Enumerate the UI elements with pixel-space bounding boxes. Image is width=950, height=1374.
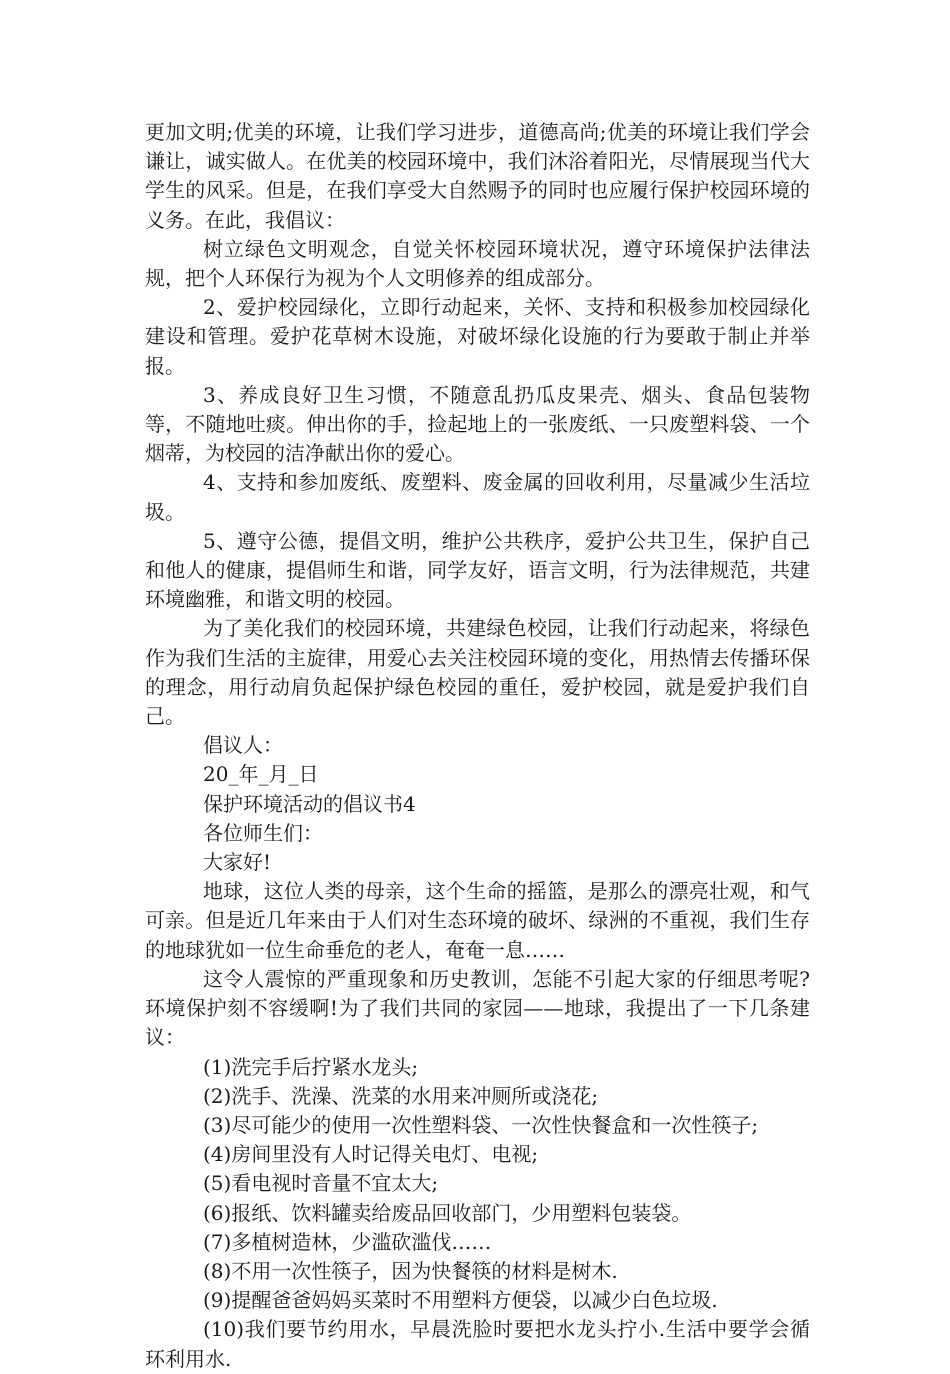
paragraph: 大家好! (203, 850, 272, 875)
paragraph: (10)我们要节约用水，早晨洗脸时要把水龙头拧小.生活中要学会循环利用水. (145, 1317, 810, 1371)
paragraph: (3)尽可能少的使用一次性塑料袋、一次性快餐盒和一次性筷子; (203, 1112, 759, 1137)
paragraph: (5)看电视时音量不宜太大; (203, 1171, 439, 1196)
paragraph: 保护环境活动的倡议书4 (203, 791, 416, 816)
paragraph: (7)多植树造林，少滥砍滥伐…… (203, 1229, 492, 1254)
paragraph: 5、遵守公德，提倡文明，维护公共秩序，爱护公共卫生，保护自己和他人的健康，提倡师生和谐，同学友好，语言文明，行为法律规范，共建环境幽雅，和谐文明的校园。 (145, 528, 810, 612)
paragraph: 为了美化我们的校园环境，共建绿色校园，让我们行动起来，将绿色作为我们生活的主旋律，用爱心去关注校园环境的变化，用热情去传播环保的理念，用行动肩负起保护绿色校园的重任，爱护校园，就是爱护我们自己。 (145, 616, 810, 729)
paragraph: 各位师生们： (203, 820, 323, 845)
paragraph: (9)提醒爸爸妈妈买菜时不用塑料方便袋，以减少白色垃圾. (203, 1288, 718, 1313)
paragraph: (6)报纸、饮料罐卖给废品回收部门，少用塑料包装袋。 (203, 1200, 692, 1225)
paragraph: (1)洗完手后拧紧水龙头; (203, 1054, 419, 1079)
paragraph: 倡议人： (203, 733, 283, 758)
paragraph: 3、养成良好卫生习惯，不随意乱扔瓜皮果壳、烟头、食品包装物等，不随地吐痰。伸出你的手，捡起地上的一张废纸、一只废塑料袋、一个烟蒂，为校园的洁净献出你的爱心。 (145, 382, 810, 466)
paragraph: 2、爱护校园绿化，立即行动起来，关怀、支持和积极参加校园绿化建设和管理。爱护花草树木设施，对破坏绿化设施的行为要敢于制止并举报。 (145, 295, 810, 378)
paragraph: 树立绿色文明观念，自觉关怀校园环境状况，遵守环境保护法律法规，把个人环保行为视为个人文明修养的组成部分。 (145, 236, 810, 291)
paragraph: (2)洗手、洗澡、洗菜的水用来冲厕所或浇花; (203, 1083, 599, 1108)
paragraph: (8)不用一次性筷子，因为快餐筷的材料是树木. (203, 1258, 618, 1283)
paragraph: (4)房间里没有人时记得关电灯、电视; (203, 1142, 539, 1167)
paragraph: 地球，这位人类的母亲，这个生命的摇篮，是那么的漂亮壮观，和气可亲。但是近几年来由于人们对生态环境的破坏、绿洲的不重视，我们生存的地球犹如一位生命垂危的老人，奄奄一息…… (145, 879, 810, 962)
document-body (145, 118, 810, 1374)
paragraph: 4、支持和参加废纸、废塑料、废金属的回收利用，尽量减少生活垃圾。 (145, 470, 810, 524)
paragraph: 20_年_月_日 (203, 762, 319, 787)
paragraph: 这令人震惊的严重现象和历史教训，怎能不引起大家的仔细思考呢?环境保护刻不容缓啊!为了我们共同的家园——地球，我提出了一下几条建议： (145, 966, 810, 1050)
paragraph: 更加文明;优美的环境，让我们学习进步，道德高尚;优美的环境让我们学会谦让，诚实做人。在优美的校园环境中，我们沐浴着阳光，尽情展现当代大学生的风采。但是，在我们享受大自然赐予的同时也应履行保护校园环境的义务。在此，我倡议： (145, 120, 810, 232)
